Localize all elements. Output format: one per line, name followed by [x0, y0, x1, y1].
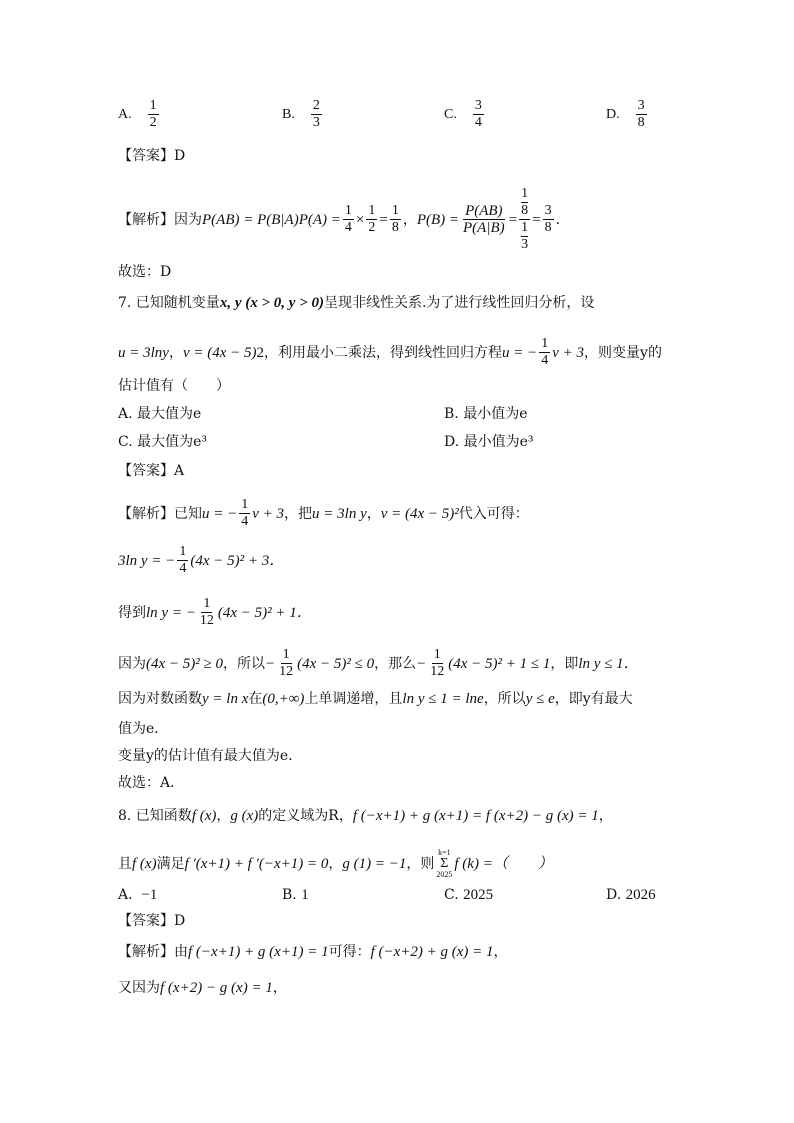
q7-option-d: D. 最小值为e³ — [444, 434, 534, 450]
q8-analysis-line2: 又因为f (x+2) − g (x) = 1， — [118, 980, 287, 996]
q6-answer: 【答案】D — [118, 148, 186, 164]
q7-analysis-line2: 3ln y = − $\frac{1}{4}$ (4x − 5)² + 3． — [118, 544, 285, 576]
q7-answer: 【答案】A — [118, 463, 185, 479]
q8-analysis-line1: 【解析】由f (−x+1) + g (x+1) = 1可得：f (−x+2) + g (x) = 1， — [118, 944, 508, 960]
q7-analysis-line5: 因为对数函数y = ln x在(0,+∞)上单调递增，且ln y ≤ 1 = lne，所以y ≤ e，即y有最大 — [118, 691, 633, 707]
q8-option-c: C. 2025 — [444, 887, 494, 903]
q6-option-b — [282, 98, 324, 131]
q7-analysis-line4: 因为 (4x − 5)² ≥ 0 ，所以 − $\frac{1}{12}$ (4x − 5)² ≤ 0 ，那么 − $\frac{1}{12}$ (4x − 5)² + 1 ≤ 1 ，即 ln y ≤ 1． — [118, 647, 639, 679]
q6-option-d — [606, 98, 649, 131]
q7-stem-line3: 估计值有（ ） — [118, 378, 230, 394]
q8-option-d: D. 2026 — [606, 887, 656, 903]
q7-choose: 故选：A． — [118, 775, 185, 791]
option-fraction: $\frac{1}{2}$ — [149, 98, 157, 130]
option-fraction: $\frac{3}{8}$ — [637, 98, 645, 130]
q6-option-c — [444, 98, 486, 131]
option-label: B. — [282, 106, 295, 122]
q8-stem-line1: 8. 已知函数f (x)，g (x)的定义域为R，f (−x+1) + g (x+1) = f (x+2) − g (x) = 1， — [118, 808, 613, 824]
q6-choose: 故选：D — [118, 264, 172, 280]
q6-option-a — [118, 98, 161, 131]
q8-stem-line2: 且 f (x) 满足 f ′(x+1) + f ′(−x+1) = 0 ， g (1) = −1 ，则 k=1 Σ 2025 f (k) =（ ） — [118, 848, 553, 879]
q7-analysis-line6: 值为e． — [118, 721, 169, 737]
q7-analysis-line1: 【解析】已知 u = − $\frac{1}{4}$ v + 3 ，把 u = 3ln y ， v = (4x − 5)² 代入可得： — [118, 497, 529, 529]
option-label: C. — [444, 106, 457, 122]
q7-stem-line2: u = 3lny ， v = (4x − 5) 2 ，利用最小二乘法，得到线性回归方程 u = − $\frac{1}{4}$ v + 3 ，则变量y的 — [118, 336, 662, 368]
q7-option-b: B. 最小值为e — [444, 406, 528, 422]
sum-symbol: k=1 Σ 2025 — [436, 848, 453, 879]
option-fraction: $\frac{3}{4}$ — [474, 98, 482, 130]
q7-option-c: C. 最大值为e³ — [118, 434, 208, 450]
q8-option-b: B. 1 — [282, 887, 309, 903]
q7-analysis-line7: 变量y的估计值有最大值为e． — [118, 748, 303, 764]
q6-analysis: 【解析】因为 P(AB) = P(B|A)P(A) = $\frac{1}{4}$ × $\frac{1}{2}$ = $\frac{1}{8}$ ， P(B) = $\frac{P(AB)}{P(A|B)}$ = 1 8 1 3 = $\frac{3}{8}$ . — [118, 186, 561, 252]
option-label: A. — [118, 106, 132, 122]
option-fraction: $\frac{2}{3}$ — [312, 98, 320, 130]
q7-option-a: A. 最大值为e — [118, 406, 202, 422]
q7-stem-line1: 7. 已知随机变量x, y (x > 0, y > 0)呈现非线性关系.为了进行线性回归分析，设 — [118, 295, 595, 311]
option-label: D. — [606, 106, 620, 122]
q7-analysis-line3: 得到 ln y = − $\frac{1}{12}$ (4x − 5)² + 1． — [118, 596, 312, 628]
q8-option-a: A. −1 — [118, 887, 158, 903]
q8-answer: 【答案】D — [118, 913, 186, 929]
